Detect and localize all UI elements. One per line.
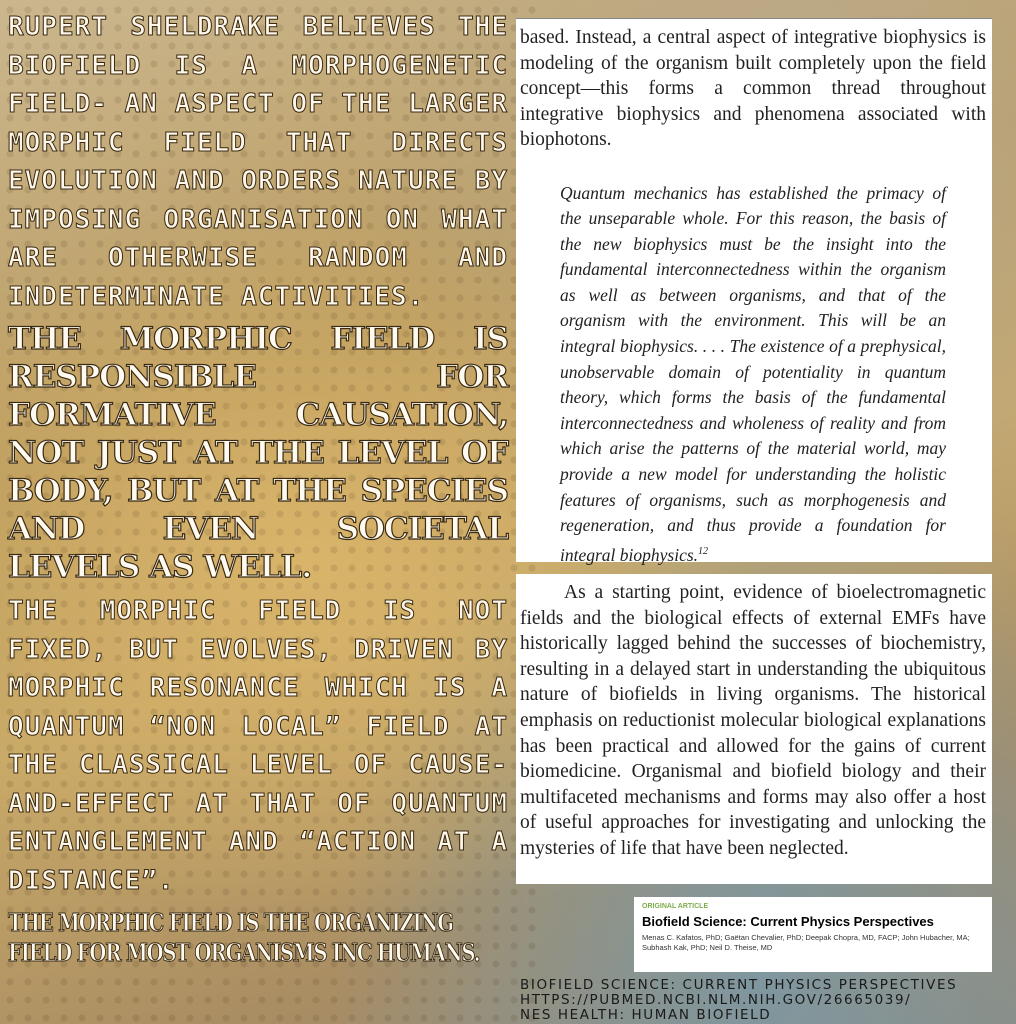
source-link[interactable]: HTTPS://PUBMED.NCBI.NLM.NIH.GOV/26665039/: [520, 992, 912, 1008]
citation-authors: Menas C. Kafatos, PhD; Gaëtan Chevalier, PhD; Deepak Chopra, MD, FACP; John Hubacher, MA; Subhash Kak, PhD; Neil D. Theise, MD: [642, 933, 970, 952]
paragraph-sheldrake: RUPERT SHELDRAKE BELIEVES THE BIOFIELD IS A MORPHOGENETIC FIELD- AN ASPECT OF THE LARGER MORPHIC FIELD THAT DIRECTS EVOLUTION AND ORDERS NATURE BY IMPOSING ORGANISATION ON WHAT ARE OTHERWISE RANDOM AND INDETERMINATE ACTIVITIES.: [8, 12, 508, 312]
citation-tag: ORIGINAL ARTICLE: [642, 903, 709, 910]
paragraph-morphic-resonance: THE MORPHIC FIELD IS NOT FIXED, BUT EVOLVES, DRIVEN BY MORPHIC RESONANCE WHICH IS A QUANTUM “NON LOCAL” FIELD AT THE CLASSICAL LEVEL OF CAUSE-AND-EFFECT AT THAT OF QUANTUM ENTANGLEMENT AND “ACTION AT A DISTANCE”.: [8, 596, 508, 896]
excerpt-quote: [560, 181, 946, 569]
source-credit: NES HEALTH: HUMAN BIOFIELD: [520, 1007, 772, 1023]
paragraph-organizing-field: THE MORPHIC FIELD IS THE ORGANIZING FIELD FOR MOST ORGANISMS INC HUMANS.: [8, 908, 480, 967]
source-credits: [520, 978, 1010, 1023]
left-text-column: [8, 8, 508, 968]
source-title: BIOFIELD SCIENCE: CURRENT PHYSICS PERSPECTIVES: [520, 977, 958, 993]
citation-card: [634, 897, 992, 972]
excerpt-paragraph: As a starting point, evidence of bioelectromagnetic fields and the biological effects of external EMFs have historically lagged behind the successes of biochemistry, resulting in a delayed start in understanding the ubiquitous nature of biofields in living organisms. The historical emphasis on reductionist molecular biological explanations has been practical and allowed for the gains of current biomedicine. Organismal and biofield biology and their multifaceted mechanisms and forms may also offer a host of useful approaches for investigating and unlocking the mysteries of life that have been neglected.: [520, 582, 986, 859]
quote-text: Quantum mechanics has established the primacy of the unseparable whole. For this reason, the basis of the new biophysics must be the insight into the fundamental interconnectedness within the organism as well as between organisms, and that of the organism with the environment. This will be an integral biophysics. . . . The existence of a prephysical, unobservable domain of potentiality in quantum theory, which forms the basis of the fundamental interconnectedness and wholeness of reality and from which arise the patterns of the material world, may provide a new model for understanding the holistic features of organisms, such as morphogenesis and regeneration, and thus provide a foundation for integral biophysics.: [560, 182, 946, 565]
article-excerpt-top: [516, 18, 992, 565]
article-excerpt-middle: [516, 574, 992, 884]
excerpt-body: based. Instead, a central aspect of integrative biophysics is modeling of the organism built completely upon the field concept—this forms a common thread throughout integrative biophysics and phenomena associated with biophotons.: [520, 27, 986, 150]
footnote-marker: 12: [698, 545, 709, 557]
citation-title: Biofield Science: Current Physics Perspectives: [642, 914, 934, 929]
paragraph-formative-causation: THE MORPHIC FIELD IS RESPONSIBLE FOR FORMATIVE CAUSATION, NOT JUST AT THE LEVEL OF BODY, BUT AT THE SPECIES AND EVEN SOCIETAL LEVELS AS WELL.: [8, 321, 508, 585]
